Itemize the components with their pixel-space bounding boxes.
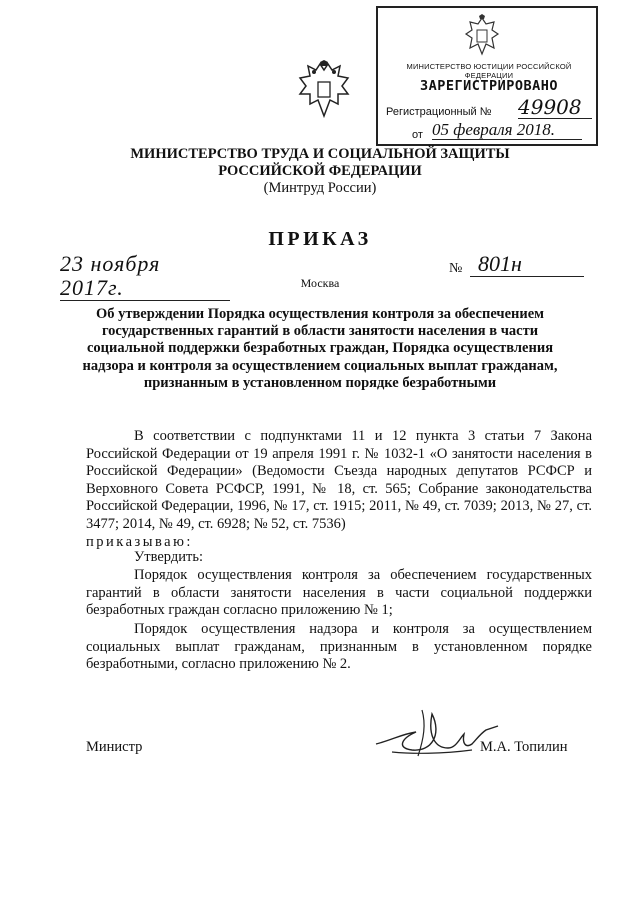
order-date: 23 ноября 2017г. — [60, 252, 230, 301]
order-number: 801н — [470, 252, 584, 277]
coat-of-arms-icon — [462, 14, 502, 58]
order-city: Москва — [300, 276, 340, 290]
preamble-text: В соответствии с подпунктами 11 и 12 пункта 3 статьи 7 Закона Российской Федерации от 19 апреля 1991 г. № 1032-1 «О занятости населения в Российской Федерации» (Ведомости Съезда народных депутатов РСФСР и Верховного Совета РСФСР, 1991, № 18, ст. 565; Собрание законодательства Российской Федерации, 1996, № 17, ст. 1915; 2011, № 49, ст. 7039; 2013, № 27, ст. 3477; 2014, № 49, ст. 6928; № 52, ст. 7536) — [86, 428, 592, 532]
double-headed-eagle-icon — [298, 60, 350, 120]
stamp-date-value: 05 февраля 2018. — [432, 121, 582, 140]
signatory-name: М.А. Топилин — [480, 739, 568, 755]
approve-line: Утвердить: — [134, 549, 203, 565]
stamp-registered: ЗАРЕГИСТРИРОВАНО — [419, 78, 559, 94]
ministry-title: МИНИСТЕРСТВО ТРУДА И СОЦИАЛЬНОЙ ЗАЩИТЫ — [130, 146, 510, 162]
stamp-ministry: МИНИСТЕРСТВО ЮСТИЦИИ РОССИЙСКОЙ ФЕДЕРАЦИИ — [406, 62, 572, 80]
stamp-reg-label: Регистрационный № — [386, 106, 492, 118]
signatory-position: Министр — [86, 739, 143, 755]
preamble-paragraph — [86, 428, 592, 551]
ministry-short-name: (Минтруд России) — [263, 180, 377, 196]
prikazyvayu: приказываю: — [86, 533, 193, 550]
item-2-paragraph: Порядок осуществления надзора и контроля за осуществлением социальных выплат гражданам, признанным в установленном порядке безработными, согласно приложению № 2. — [86, 621, 592, 673]
registration-stamp — [376, 6, 598, 146]
item-1-paragraph: Порядок осуществления контроля за обеспечением государственных гарантий в области занятости населения в части социальной поддержки безработных граждан согласно приложению № 1; — [86, 567, 592, 619]
order-title: ПРИКАЗ — [268, 228, 372, 250]
ministry-subtitle: РОССИЙСКОЙ ФЕДЕРАЦИИ — [218, 163, 422, 179]
stamp-reg-number: 49908 — [518, 96, 592, 119]
order-number-label: № — [449, 261, 463, 276]
stamp-date-label: от — [412, 129, 423, 141]
handwritten-signature — [372, 704, 502, 768]
order-heading: Об утверждении Порядка осуществления контроля за обеспечением государственных гарантий в области занятости населения в части социальной поддержки безработных граждан, Порядка осуществления надзора и контроля за осуществлением социальных выплат гражданам, признанным в установленном порядке безработными — [82, 306, 558, 391]
